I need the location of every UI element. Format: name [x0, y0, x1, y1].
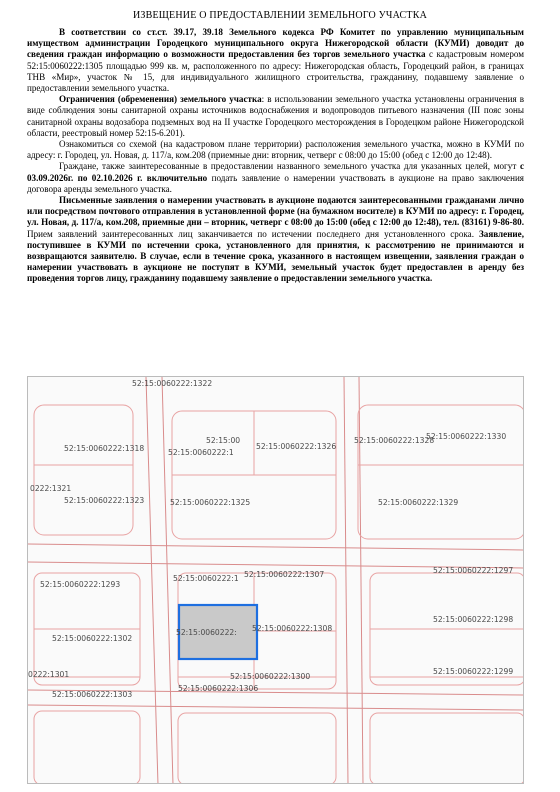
- application-dates: с 03.09.2026г. по 02.10.2026 г. включительно: [27, 161, 524, 183]
- document-title: ИЗВЕЩЕНИЕ О ПРЕДОСТАВЛЕНИИ ЗЕМЕЛЬНОГО УЧАСТКА: [132, 10, 428, 21]
- label-1297: 52:15:0060222:1297: [433, 566, 514, 575]
- paragraph-restrictions: [27, 94, 524, 139]
- paragraph-legal-basis: [27, 27, 524, 94]
- label-1326: 52:15:0060222:1326: [256, 442, 337, 451]
- application-period-lead: Граждане, также заинтересованные в предоставлении названного земельного участка для указанных целей, могут: [59, 161, 520, 172]
- submission-address: Письменные заявления о намерении участвовать в аукционе подаются заинтересованными гражданами лично или посредством почтового отправления в установленной форме (на бумажном носителе) в КУМИ по адресу: г. Городец, ул. Новая, д. 117/а, ком.208, приемные дни – вторник, четверг с 08:00 до 15:00 (обед с 12:00 до 12:48), тел. (83161) 9-86-80.: [27, 195, 524, 228]
- cadastral-map: [27, 376, 524, 784]
- scheme-review-text: Ознакомиться со схемой (на кадастровом плане территории) расположения земельного участка, можно в КУМИ по адресу: г. Городец, ул. Новая, д. 117/а, ком.208 (приемные дни: вторник, четверг с 08:00 до 15:00 (обед с 12:00 до 12:48).: [27, 139, 524, 161]
- label-1300: 52:15:0060222:1300: [230, 672, 311, 681]
- legal-basis-intro: В соответствии со ст.ст. 39.17, 39.18 Земельного кодекса РФ Комитет по управлению муниципальным имуществом администрации Городецкого муниципального округа Нижегородской области (КУМИ) доводит до сведения граждан информацию о возможности предоставления без торгов земельного участка: [27, 27, 524, 60]
- label-1302: 52:15:0060222:1302: [52, 634, 133, 643]
- cadastral-map-svg: [28, 377, 524, 784]
- notice-body: [27, 27, 524, 285]
- parcel-description: с кадастровым номером 52:15:0060222:1305 площадью 999 кв. м, расположенного по адресу: Нижегородская область, Городецкий район, в границах ТНВ «Мир», участок № 15, для индивидуального жилищного строительства, гражданину, подавшему заявление о предоставлении земельного участка.: [27, 49, 524, 94]
- paragraph-submission-rules: [27, 195, 524, 285]
- submission-deadline: Прием заявлений заинтересованных лиц заканчивается по истечении последнего дня установленного срока.: [27, 228, 479, 239]
- submission-consequences: Заявление, поступившее в КУМИ по истечении срока, установленного для принятия, к рассмотрению не принимаются и возвращаются заявителю. В случае, если в течение срока, указанного в настоящем извещении, заявления граждан о намерении участвовать в аукционе не поступят в КУМИ, земельный участок будет предоставлен в аренду без проведения торгов лицу, гражданину подавшему заявление о предоставлении земельного участка.: [27, 228, 524, 284]
- label-1307: 52:15:0060222:1307: [244, 570, 325, 579]
- label-1299: 52:15:0060222:1299: [433, 667, 514, 676]
- label-1306: 52:15:0060222:1306: [178, 684, 259, 693]
- label-parcel-00: 52:15:00: [206, 436, 241, 445]
- label-1323: 52:15:0060222:1323: [64, 496, 145, 505]
- label-1293: 52:15:0060222:1293: [40, 580, 121, 589]
- label-1298: 52:15:0060222:1298: [433, 615, 514, 624]
- restrictions-heading: Ограничения (обременения) земельного участка: [59, 94, 262, 105]
- label-parcel-1-upper: 52:15:0060222:1: [168, 448, 234, 457]
- label-selected-parcel: 52:15:0060222:: [176, 628, 237, 637]
- label-1318: 52:15:0060222:1318: [64, 444, 145, 453]
- label-parcel-1-lower: 52:15:0060222:1: [173, 574, 239, 583]
- paragraph-scheme-review: [27, 139, 524, 161]
- label-1303: 52:15:0060222:1303: [52, 690, 133, 699]
- application-period-tail: подать заявление о намерении участвовать в аукционе на право заключения договора аренды земельного участка.: [27, 172, 524, 194]
- label-1322: 52:15:0060222:1322: [132, 379, 213, 388]
- label-1325: 52:15:0060222:1325: [170, 498, 251, 507]
- label-1329: 52:15:0060222:1329: [378, 498, 459, 507]
- label-1321: 0222:1321: [30, 484, 72, 493]
- label-1330: 52:15:0060222:1330: [426, 432, 507, 441]
- restrictions-text: : в использовании земельного участка установлены ограничения в виде соблюдения зоны санитарной охраны источников водоснабжения и водопроводов питьевого назначения (III пояс зоны санитарной охраны водозабора подземных вод на II участке Городецкого месторождения в Городецком районе Нижегородской области, реестровый номер 52:15-6.201).: [27, 94, 524, 138]
- label-1328: 52:15:0060222:1328: [354, 436, 435, 445]
- label-1301: 0222:1301: [28, 670, 70, 679]
- label-1308: 52:15:0060222:1308: [252, 624, 333, 633]
- paragraph-application-period: [27, 161, 524, 195]
